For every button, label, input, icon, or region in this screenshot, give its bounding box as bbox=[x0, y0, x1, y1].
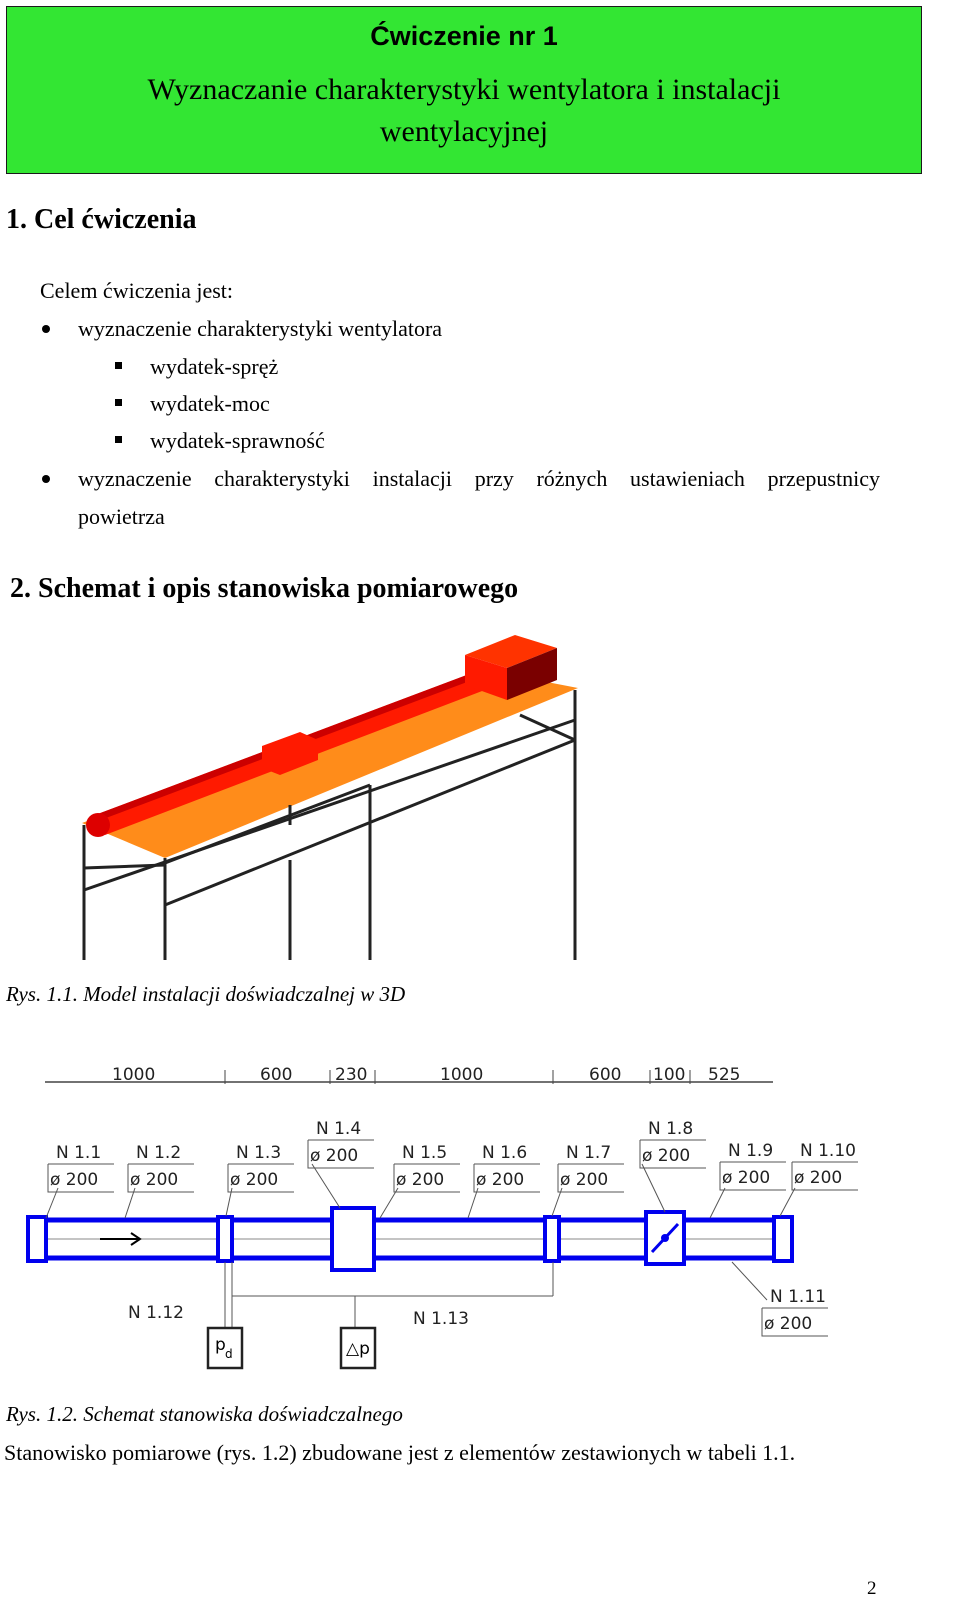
bullet2-word: charakterystyki bbox=[214, 466, 350, 491]
node-label-box bbox=[640, 1119, 706, 1168]
node-diameter: ø 200 bbox=[50, 1170, 99, 1190]
figure2-caption: Rys. 1.2. Schemat stanowiska doświadczalnego bbox=[6, 1402, 403, 1426]
bullet2-word: przy bbox=[474, 466, 514, 491]
node-id: N 1.1 bbox=[56, 1143, 102, 1163]
dimension-label: 1000 bbox=[440, 1065, 484, 1085]
bullet-icon bbox=[42, 325, 50, 333]
node-label-1-13: N 1.13 bbox=[413, 1309, 469, 1329]
pd-label: p bbox=[215, 1335, 226, 1355]
square-bullet-icon bbox=[115, 436, 122, 443]
node-label-box bbox=[128, 1143, 194, 1192]
node-diameter: ø 200 bbox=[560, 1170, 609, 1190]
dimension-label: 230 bbox=[335, 1065, 368, 1085]
dimension-label: 600 bbox=[589, 1065, 622, 1085]
exercise-title bbox=[7, 69, 921, 153]
bullet2-word: różnych bbox=[536, 466, 608, 491]
node-id: N 1.3 bbox=[236, 1143, 282, 1163]
node-id: N 1.7 bbox=[566, 1143, 612, 1163]
page-number: 2 bbox=[867, 1578, 877, 1599]
exercise-title-line1: Wyznaczanie charakterystyki wentylatora i instalacji bbox=[147, 73, 781, 106]
section1-intro: Celem ćwiczenia jest: bbox=[40, 278, 234, 303]
node-diameter: ø 200 bbox=[130, 1170, 179, 1190]
node-diameter: ø 200 bbox=[722, 1168, 771, 1188]
node-diameter: ø 200 bbox=[794, 1168, 843, 1188]
node-label-box bbox=[308, 1119, 374, 1168]
schematic-duct bbox=[28, 1208, 792, 1270]
section1-heading: 1. Cel ćwiczenia bbox=[6, 204, 197, 235]
dimension-label: 100 bbox=[653, 1065, 686, 1085]
figure1-caption: Rys. 1.1. Model instalacji doświadczalnej w 3D bbox=[6, 982, 406, 1006]
section2-heading: 2. Schemat i opis stanowiska pomiarowego bbox=[10, 573, 519, 604]
node-label-box bbox=[792, 1141, 858, 1190]
node-id: N 1.2 bbox=[136, 1143, 182, 1163]
node-label-box bbox=[762, 1287, 828, 1336]
bullet1-text: wyznaczenie charakterystyki wentylatora bbox=[78, 316, 443, 341]
exercise-number: Ćwiczenie nr 1 bbox=[370, 21, 558, 51]
bullet2-word: wyznaczenie bbox=[78, 466, 192, 491]
bullet2-word: ustawieniach bbox=[630, 466, 745, 491]
node-label-1-12: N 1.12 bbox=[128, 1303, 184, 1323]
exercise-title-line2: wentylacyjnej bbox=[379, 115, 549, 148]
sub-item-1: wydatek-spręż bbox=[150, 354, 279, 379]
dimension-label: 1000 bbox=[112, 1065, 156, 1085]
node-diameter: ø 200 bbox=[230, 1170, 279, 1190]
model-3d-illustration bbox=[0, 620, 960, 960]
bullet2-line2: powietrza bbox=[78, 504, 165, 529]
flow-arrow-icon bbox=[100, 1233, 140, 1245]
bullet-icon bbox=[42, 475, 50, 483]
node-label-box bbox=[720, 1141, 786, 1190]
node-id: N 1.11 bbox=[770, 1287, 826, 1307]
node-label-box bbox=[48, 1143, 114, 1192]
duct-inlet bbox=[86, 813, 110, 837]
square-bullet-icon bbox=[115, 362, 122, 369]
node-label-box bbox=[394, 1143, 460, 1192]
schematic-diagram bbox=[0, 1040, 960, 1380]
dimension-label: 600 bbox=[260, 1065, 293, 1085]
node-id: N 1.10 bbox=[800, 1141, 856, 1161]
node-label-box bbox=[474, 1143, 540, 1192]
node-diameter: ø 200 bbox=[764, 1314, 813, 1334]
node-diameter: ø 200 bbox=[396, 1170, 445, 1190]
node-id: N 1.9 bbox=[728, 1141, 774, 1161]
node-id: N 1.6 bbox=[482, 1143, 528, 1163]
node-diameter: ø 200 bbox=[476, 1170, 525, 1190]
dp-label: △p bbox=[346, 1339, 370, 1359]
bullet2-line1 bbox=[78, 466, 880, 492]
sub-item-3: wydatek-sprawność bbox=[150, 428, 325, 453]
pd-subscript: d bbox=[225, 1347, 233, 1361]
square-bullet-icon bbox=[115, 399, 122, 406]
bullet2-word: instalacji bbox=[372, 466, 452, 491]
node-id: N 1.5 bbox=[402, 1143, 448, 1163]
node-id: N 1.8 bbox=[648, 1119, 694, 1139]
table-top bbox=[82, 672, 578, 858]
body-paragraph: Stanowisko pomiarowe (rys. 1.2) zbudowane jest z elementów zestawionych w tabeli 1.1. bbox=[4, 1440, 796, 1465]
node-label-box bbox=[558, 1143, 624, 1192]
node-diameter: ø 200 bbox=[642, 1146, 691, 1166]
sub-item-2: wydatek-moc bbox=[150, 391, 270, 416]
exercise-header bbox=[6, 6, 922, 174]
dimension-label: 525 bbox=[708, 1065, 741, 1085]
bullet2-word: przepustnicy bbox=[767, 466, 880, 491]
node-id: N 1.4 bbox=[316, 1119, 362, 1139]
node-label-box bbox=[228, 1143, 294, 1192]
node-diameter: ø 200 bbox=[310, 1146, 359, 1166]
